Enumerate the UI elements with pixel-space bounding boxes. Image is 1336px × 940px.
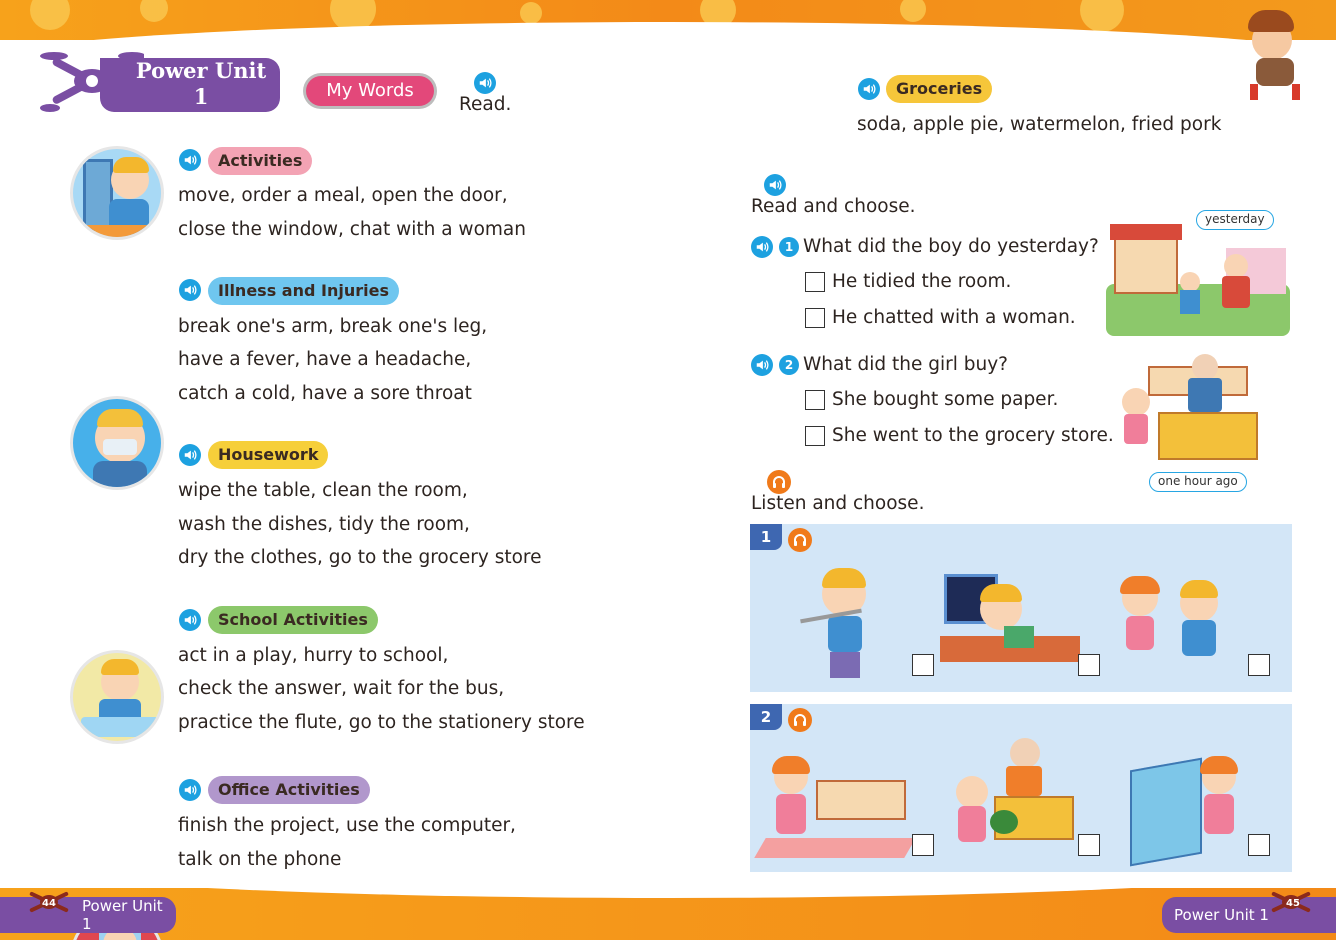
word-line: break one's arm, break one's leg, bbox=[178, 316, 488, 337]
word-line: wipe the table, clean the room, bbox=[178, 480, 468, 501]
speaker-icon[interactable] bbox=[179, 279, 201, 301]
section-title-school: School Activities bbox=[208, 606, 378, 634]
word-line: close the window, chat with a woman bbox=[178, 219, 526, 240]
speaker-icon[interactable] bbox=[858, 78, 880, 100]
q2-time-tag: one hour ago bbox=[1149, 472, 1247, 492]
unit-badge bbox=[100, 58, 280, 112]
question-2-text: What did the girl buy? bbox=[803, 354, 1008, 375]
mascot-illustration bbox=[1236, 4, 1320, 100]
unit-badge-word: Power Unit bbox=[135, 58, 267, 83]
speaker-icon[interactable] bbox=[764, 174, 786, 196]
word-line: move, order a meal, open the door, bbox=[178, 185, 508, 206]
read-instruction: Read. bbox=[459, 94, 512, 115]
panel2-option-3-checkbox[interactable] bbox=[1248, 834, 1270, 856]
question-number: 1 bbox=[779, 237, 799, 257]
q2-option-2-checkbox[interactable] bbox=[805, 426, 825, 446]
speaker-icon[interactable] bbox=[179, 444, 201, 466]
word-line: check the answer, wait for the bus, bbox=[178, 678, 505, 699]
boy-reading-illustration bbox=[940, 574, 1080, 684]
panel1-option-2-checkbox[interactable] bbox=[1078, 654, 1100, 676]
q1-time-tag: yesterday bbox=[1196, 210, 1274, 230]
q1-option-1-text: He tidied the room. bbox=[832, 271, 1012, 292]
footer-label: Power Unit 1 bbox=[82, 897, 163, 933]
speaker-icon[interactable] bbox=[751, 236, 773, 258]
speaker-icon[interactable] bbox=[179, 609, 201, 631]
section-title-illness: Illness and Injuries bbox=[208, 277, 399, 305]
word-line: finish the project, use the computer, bbox=[178, 815, 516, 836]
word-line: dry the clothes, go to the grocery store bbox=[178, 547, 542, 568]
panel2-option-1-checkbox[interactable] bbox=[912, 834, 934, 856]
unit-badge-number: 1 bbox=[193, 84, 209, 109]
q1-illustration bbox=[1106, 224, 1290, 336]
word-line: talk on the phone bbox=[178, 849, 342, 870]
top-decorative-band bbox=[0, 0, 1336, 40]
girl-grocery-illustration bbox=[950, 738, 1076, 858]
section-title-housework: Housework bbox=[208, 441, 328, 469]
word-line: have a fever, have a headache, bbox=[178, 349, 472, 370]
illness-illustration bbox=[70, 396, 164, 490]
section-title-office: Office Activities bbox=[208, 776, 370, 804]
headphones-icon[interactable] bbox=[788, 528, 812, 552]
panel-number: 1 bbox=[750, 524, 782, 550]
question-number: 2 bbox=[779, 355, 799, 375]
housework-illustration bbox=[70, 650, 164, 744]
page-number-left: 44 bbox=[42, 898, 56, 909]
listen-choose-instruction: Listen and choose. bbox=[751, 493, 925, 514]
q1-option-2-checkbox[interactable] bbox=[805, 308, 825, 328]
footer-label: Power Unit 1 bbox=[1174, 906, 1269, 924]
read-choose-instruction: Read and choose. bbox=[751, 196, 916, 217]
panel1-option-3-checkbox[interactable] bbox=[1248, 654, 1270, 676]
boy-flute-illustration bbox=[800, 564, 910, 684]
speaker-icon[interactable] bbox=[179, 149, 201, 171]
speaker-icon[interactable] bbox=[179, 779, 201, 801]
q2-option-1-text: She bought some paper. bbox=[832, 389, 1059, 410]
headphones-icon[interactable] bbox=[788, 708, 812, 732]
word-line: practice the flute, go to the stationery store bbox=[178, 712, 585, 733]
q1-option-1-checkbox[interactable] bbox=[805, 272, 825, 292]
q1-option-2-text: He chatted with a woman. bbox=[832, 307, 1076, 328]
q2-option-2-text: She went to the grocery store. bbox=[832, 425, 1114, 446]
panel2-option-2-checkbox[interactable] bbox=[1078, 834, 1100, 856]
q2-option-1-checkbox[interactable] bbox=[805, 390, 825, 410]
section-title-activities: Activities bbox=[208, 147, 312, 175]
page-number-right: 45 bbox=[1286, 898, 1300, 909]
activities-illustration bbox=[70, 146, 164, 240]
word-line: act in a play, hurry to school, bbox=[178, 645, 449, 666]
girl-boy-talking-illustration bbox=[1116, 574, 1246, 684]
my-words-label: My Words bbox=[303, 73, 437, 109]
bottom-decorative-band bbox=[0, 880, 1336, 940]
word-line: wash the dishes, tidy the room, bbox=[178, 514, 470, 535]
headphones-icon[interactable] bbox=[767, 470, 791, 494]
listen-panel-2 bbox=[750, 704, 1292, 872]
word-line: catch a cold, have a sore throat bbox=[178, 383, 472, 404]
groceries-words: soda, apple pie, watermelon, fried pork bbox=[857, 114, 1222, 135]
girl-school-illustration bbox=[760, 754, 910, 864]
listen-panel-1 bbox=[750, 524, 1292, 692]
panel1-option-1-checkbox[interactable] bbox=[912, 654, 934, 676]
section-title-groceries: Groceries bbox=[886, 75, 992, 103]
question-1-text: What did the boy do yesterday? bbox=[803, 236, 1099, 257]
speaker-icon[interactable] bbox=[751, 354, 773, 376]
panel-number: 2 bbox=[750, 704, 782, 730]
speaker-icon[interactable] bbox=[474, 72, 496, 94]
q2-illustration bbox=[1118, 352, 1262, 464]
girl-stationery-illustration bbox=[1126, 744, 1256, 864]
